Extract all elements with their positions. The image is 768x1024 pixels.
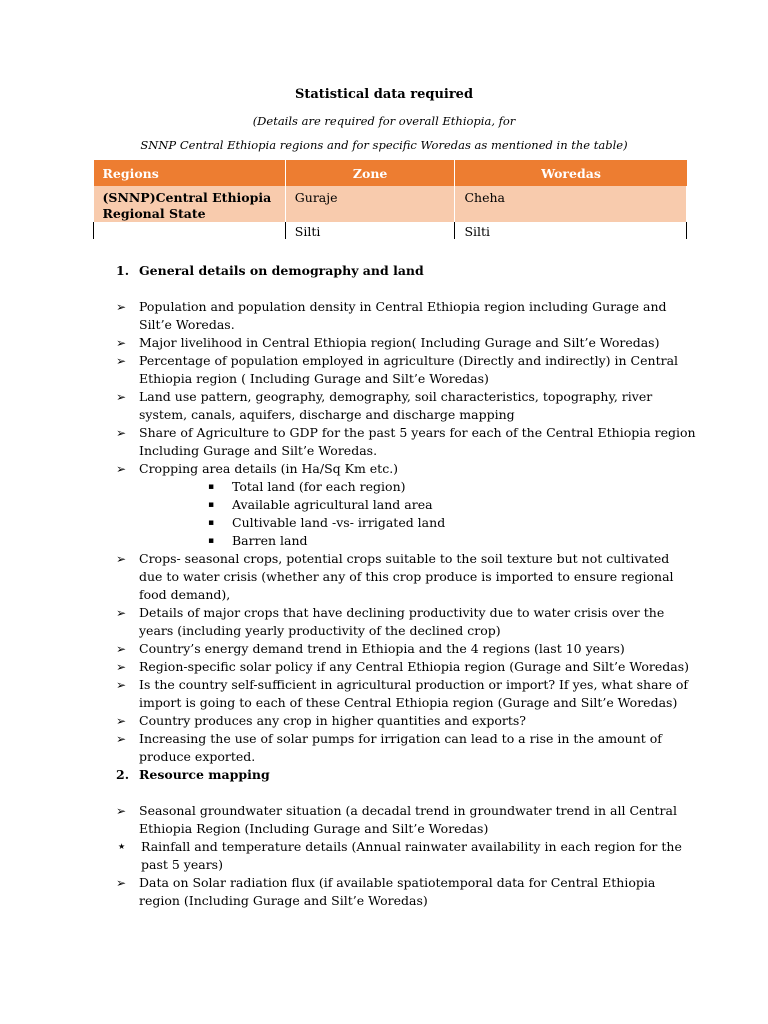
sub-list-item: ▪ Cultivable land -vs- irrigated land bbox=[208, 515, 446, 530]
arrowhead-bullet-icon: ➢ bbox=[116, 336, 127, 350]
arrowhead-bullet-icon: ➢ bbox=[116, 804, 127, 818]
square-bullet-icon: ▪ bbox=[208, 482, 215, 492]
square-bullet-icon: ▪ bbox=[208, 518, 215, 528]
arrowhead-bullet-icon: ➢ bbox=[116, 876, 127, 890]
subtitle-line-1: (Details are required for overall Ethiopia, for bbox=[252, 114, 516, 128]
woreda-cell: Cheha bbox=[455, 186, 687, 222]
list-item: ➢ Land use pattern, geography, demography, soil characteristics, topography, river system, canals, aquifers, discharge and discharge mapping bbox=[116, 389, 653, 422]
zone-cell: Guraje bbox=[285, 186, 455, 222]
arrowhead-bullet-icon: ➢ bbox=[116, 390, 127, 404]
region-name-line-2: Regional State bbox=[102, 206, 206, 221]
page-title: Statistical data required bbox=[294, 87, 474, 102]
header-woredas: Woredas bbox=[455, 160, 687, 186]
list-item: ➢ Share of Agriculture to GDP for the past 5 years for each of the Central Ethiopia region Including Gurage and Silt’e Woredas. bbox=[116, 425, 696, 458]
section-2-heading bbox=[116, 766, 696, 784]
list-item: ➢ Data on Solar radiation flux (if available spatiotemporal data for Central Ethiopia region (Including Gurage and Silt’e Woredas) bbox=[116, 875, 656, 908]
sub-list-item: ▪ Available agricultural land area bbox=[208, 497, 433, 512]
document-body bbox=[116, 262, 696, 910]
arrowhead-bullet-icon: ➢ bbox=[116, 552, 127, 566]
section-title: Resource mapping bbox=[139, 767, 270, 782]
arrowhead-bullet-icon: ➢ bbox=[116, 732, 127, 746]
table-row bbox=[94, 186, 687, 222]
region-cell bbox=[94, 222, 286, 239]
arrowhead-bullet-icon: ➢ bbox=[116, 714, 127, 728]
list-item: ➢ Region-specific solar policy if any Central Ethiopia region (Gurage and Silt’e Woredas) bbox=[116, 659, 690, 674]
list-item: ➢ Percentage of population employed in agriculture (Directly and indirectly) in Central Ethiopia region ( Including Gurage and Silt’e Woredas) bbox=[116, 353, 679, 386]
square-bullet-icon: ▪ bbox=[208, 536, 215, 546]
section-title: General details on demography and land bbox=[139, 263, 424, 278]
list-item: ➢ Country’s energy demand trend in Ethiopia and the 4 regions (last 10 years) bbox=[116, 641, 625, 656]
table-row bbox=[94, 222, 687, 239]
table-header-row bbox=[94, 160, 687, 186]
list-item: ➢ Country produces any crop in higher quantities and exports? bbox=[116, 713, 526, 728]
region-name-line-1: (SNNP)Central Ethiopia bbox=[102, 190, 272, 205]
sub-list-item: ▪ Barren land bbox=[208, 533, 308, 548]
list-item: ➢ Major livelihood in Central Ethiopia region( Including Gurage and Silt’e Woredas) bbox=[116, 335, 660, 350]
list-item: ➢ Cropping area details (in Ha/Sq Km etc.) bbox=[116, 461, 399, 476]
list-item: ➢ Is the country self-sufficient in agricultural production or import? If yes, what share of import is going to each of these Central Ethiopia region (Gurage and Silt’e Woredas) bbox=[116, 677, 689, 710]
section-number: 1. bbox=[116, 263, 130, 278]
list-item: ➢ Crops- seasonal crops, potential crops suitable to the soil texture but not cultivated due to water crisis (whether any of this crop produce is imported to ensure regional food demand), bbox=[116, 551, 674, 602]
arrowhead-bullet-icon: ➢ bbox=[116, 678, 127, 692]
regions-table bbox=[93, 160, 687, 239]
square-bullet-icon: ▪ bbox=[208, 500, 215, 510]
star-bullet-icon: ★ bbox=[118, 842, 126, 851]
arrowhead-bullet-icon: ➢ bbox=[116, 642, 127, 656]
region-cell bbox=[94, 186, 286, 222]
zone-cell: Silti bbox=[285, 222, 455, 239]
arrowhead-bullet-icon: ➢ bbox=[116, 426, 127, 440]
arrowhead-bullet-icon: ➢ bbox=[116, 354, 127, 368]
arrowhead-bullet-icon: ➢ bbox=[116, 462, 127, 476]
list-item: ➢ Population and population density in Central Ethiopia region including Gurage and Silt’e Woredas. bbox=[116, 299, 667, 332]
list-item: ★ Rainfall and temperature details (Annual rainwater availability in each region for the past 5 years) bbox=[118, 839, 682, 872]
section-1-heading bbox=[116, 262, 696, 280]
list-item: ➢ Increasing the use of solar pumps for irrigation can lead to a rise in the amount of produce exported. bbox=[116, 731, 662, 764]
woreda-cell: Silti bbox=[455, 222, 687, 239]
arrowhead-bullet-icon: ➢ bbox=[116, 300, 127, 314]
header-regions: Regions bbox=[94, 160, 286, 186]
sub-list-item: ▪ Total land (for each region) bbox=[208, 479, 406, 494]
subtitle-line-2: SNNP Central Ethiopia regions and for specific Woredas as mentioned in the table) bbox=[140, 138, 628, 152]
list-item: ➢ Details of major crops that have declining productivity due to water crisis over the years (including yearly productivity of the declined crop) bbox=[116, 605, 665, 638]
header-zone: Zone bbox=[285, 160, 455, 186]
arrowhead-bullet-icon: ➢ bbox=[116, 606, 127, 620]
section-number: 2. bbox=[116, 767, 130, 782]
arrowhead-bullet-icon: ➢ bbox=[116, 660, 127, 674]
list-item: ➢ Seasonal groundwater situation (a decadal trend in groundwater trend in all Central Ethiopia Region (Including Gurage and Silt’e Woredas) bbox=[116, 803, 677, 836]
